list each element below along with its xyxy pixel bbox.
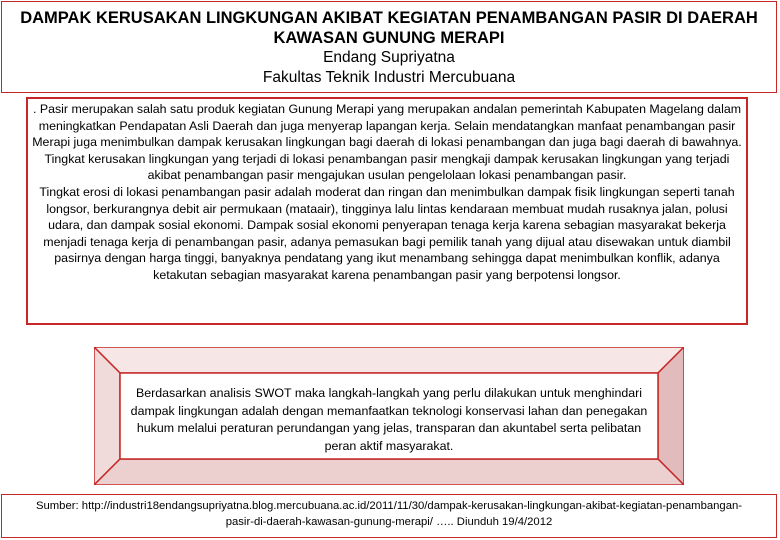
source-line-1: Sumber: http://industri18endangsupriyatna.blog.mercubuana.ac.id/2011/11/30/dampak-kerusakan-lingkungan-akibat-kegiatan-penambangan- bbox=[35, 500, 743, 512]
author-name: Endang Supriyatna bbox=[323, 49, 455, 66]
source-box bbox=[1, 494, 777, 538]
bevel-bottom bbox=[94, 459, 684, 485]
conclusion-frame bbox=[94, 347, 684, 485]
abstract-box bbox=[26, 97, 748, 325]
affiliation: Fakultas Teknik Industri Mercubuana bbox=[262, 69, 516, 86]
conclusion-text: Berdasarkan analisis SWOT maka langkah-langkah yang perlu dilakukan untuk menghindari dampak lingkungan adalah dengan memanfaatkan teknologi konservasi lahan dan penegakan hukum melalui peraturan perundangan yang jelas, transparan dan akuntabel serta pelibatan peran aktif masyarakat. bbox=[130, 386, 648, 453]
bevel-top bbox=[94, 347, 684, 373]
source-line-2: pasir-di-daerah-kawasan-gunung-merapi/ ….. Diunduh 19/4/2012 bbox=[225, 515, 553, 528]
abstract-paragraph-2: Tingkat erosi di lokasi penambangan pasir adalah moderat dan ringan dan menimbulkan dampak fisik lingkungan seperti tanah longsor, berkurangnya debit air permukaan (mataair), tingginya lalu lintas kendaraan membuat mudah rusaknya jalan, polusi udara, dan dampak sosial ekonomi. Dampak sosial ekonomi penyerapan tenaga kerja karena sebagian masyarakat bekerja menjadi tenaga kerja di penambangan pasir, adanya pemasukan bagi pemilik tanah yang dijual atau disewakan untuk diambil pasirnya dengan harga tinggi, banyaknya pendatang yang ikut menambang sehingga dapat menimbulkan konflik, adanya ketakutan sebagian masyarakat karena penambangan pasir yang berpotensi longsor. bbox=[39, 184, 735, 282]
abstract-paragraph-1: . Pasir merupakan salah satu produk kegiatan Gunung Merapi yang merupakan andalan pemerintah Kabupaten Magelang dalam meningkatkan Pendapatan Asli Daerah dan juga menyerap lapangan kerja. Selain mendatangkan manfaat penambangan pasir Merapi juga menimbulkan dampak kerusakan lingkungan bagi daerah di lokasi penambangan dan juga bagi daerah di bawahnya. Tingkat kerusakan lingkungan yang terjadi di lokasi penambangan pasir mengkaji dampak kerusakan lingkungan yang terjadi akibat penambangan pasir mengajukan usulan pengelolaan lokasi penambangan pasir. bbox=[32, 102, 742, 183]
paper-title: DAMPAK KERUSAKAN LINGKUNGAN AKIBAT KEGIATAN PENAMBANGAN PASIR DI DAERAH KAWASAN GUNUNG MERAPI bbox=[20, 9, 758, 47]
header-box bbox=[1, 1, 777, 93]
